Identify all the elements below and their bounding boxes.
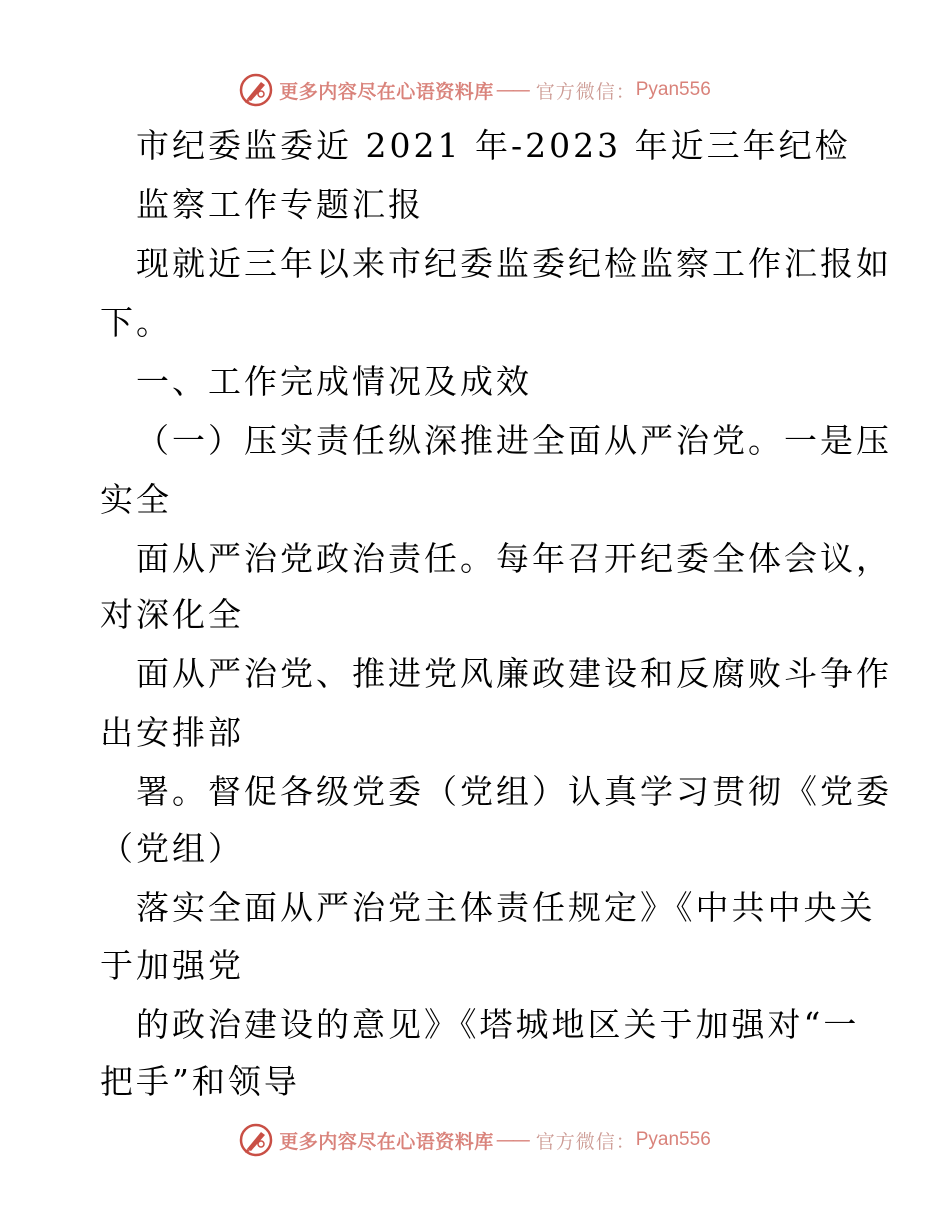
document-title-line-1: 市纪委监委近 2021 年-2023 年近三年纪检 [136,126,851,165]
banner-separator: —— [495,79,528,101]
banner-wechat-id: Pyan556 [635,79,711,100]
quill-pen-logo-icon [239,1123,273,1157]
banner-title: 更多内容尽在心语资料库 [279,1130,494,1153]
paragraph-line: （党组） [100,829,244,868]
paragraph-line: 对深化全 [100,595,244,634]
banner-wechat-label: 官方微信： [535,80,636,103]
banner-separator: —— [495,1129,528,1151]
quill-pen-logo-icon [239,73,273,107]
header-banner [0,70,950,110]
banner-title: 更多内容尽在心语资料库 [279,80,494,103]
paragraph-line: 署。督促各级党委（党组）认真学习贯彻《党委 [136,772,892,811]
footer-banner [0,1120,950,1160]
section-heading: 一、工作完成情况及成效 [136,362,532,401]
paragraph-line: （一）压实责任纵深推进全面从严治党。一是压 [136,421,892,460]
paragraph-line: 面从严治党、推进党风廉政建设和反腐败斗争作 [136,654,892,693]
banner-wechat-label: 官方微信： [535,1130,636,1153]
banner-wechat-id: Pyan556 [635,1129,711,1150]
paragraph-line: 出安排部 [100,713,244,752]
paragraph-line: 面从严治党政治责任。每年召开纪委全体会议， [136,539,892,578]
paragraph-line: 于加强党 [100,946,244,985]
paragraph-line: 的政治建设的意见》《塔城地区关于加强对“一 [136,1005,860,1044]
intro-line-2: 下。 [100,303,172,342]
paragraph-line: 落实全面从严治党主体责任规定》《中共中央关 [136,888,876,927]
intro-line-1: 现就近三年以来市纪委监委纪检监察工作汇报如 [136,244,892,283]
paragraph-line: 把手”和领导 [100,1062,300,1101]
paragraph-line: 实全 [100,480,172,519]
document-title-line-2: 监察工作专题汇报 [136,185,424,224]
